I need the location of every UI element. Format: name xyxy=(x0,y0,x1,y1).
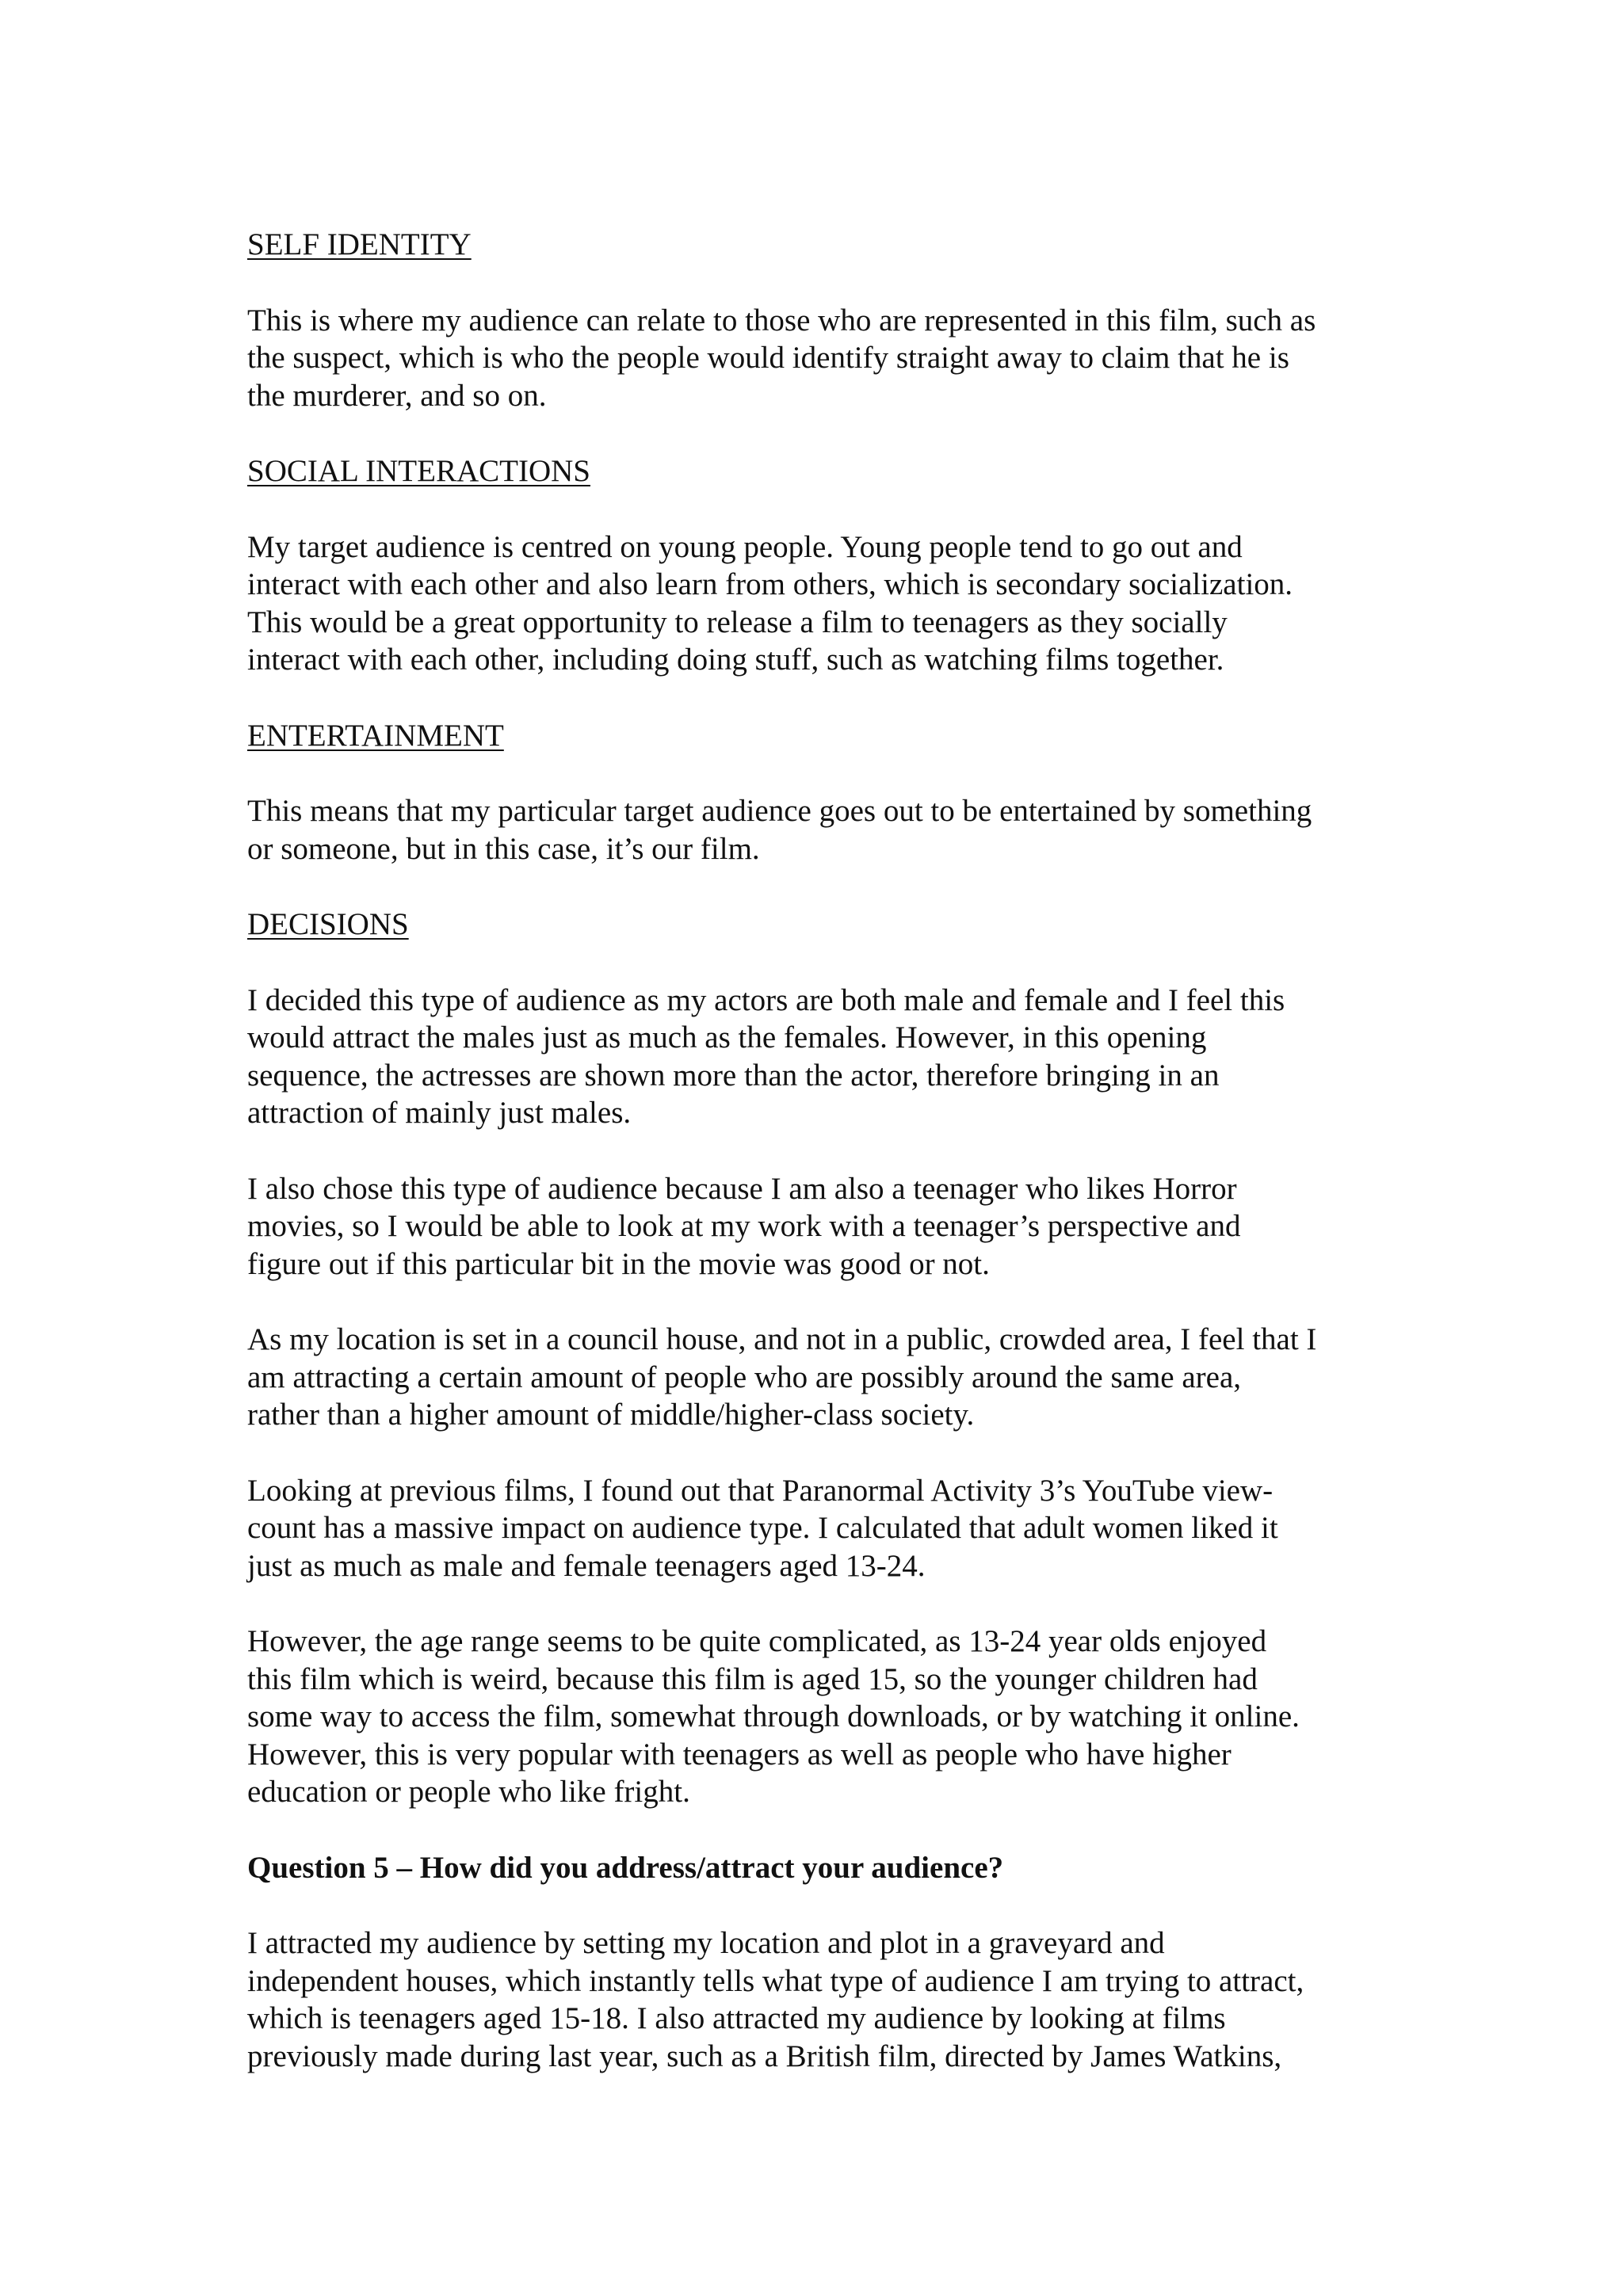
paragraph-social-interactions xyxy=(247,528,1404,679)
section-social-interactions xyxy=(247,452,1404,490)
text-line: or someone, but in this case, it’s our film. xyxy=(247,831,760,866)
paragraph-decisions-2 xyxy=(247,1170,1404,1283)
paragraph-decisions-1 xyxy=(247,982,1404,1132)
heading-self-identity: SELF IDENTITY xyxy=(247,227,472,261)
text-line: This would be a great opportunity to release a film to teenagers as they socially xyxy=(247,605,1228,639)
text-line: I attracted my audience by setting my location and plot in a graveyard and xyxy=(247,1926,1165,1960)
paragraph-decisions-5 xyxy=(247,1623,1404,1811)
text-line: movies, so I would be able to look at my work with a teenager’s perspective and xyxy=(247,1209,1241,1243)
text-line: sequence, the actresses are shown more than the actor, therefore bringing in an xyxy=(247,1058,1220,1093)
text-line: However, the age range seems to be quite complicated, as 13-24 year olds enjoyed xyxy=(247,1624,1267,1658)
text-line: interact with each other, including doing stuff, such as watching films together. xyxy=(247,643,1224,677)
text-line: the murderer, and so on. xyxy=(247,378,547,413)
paragraph-entertainment xyxy=(247,792,1404,868)
text-line: education or people who like fright. xyxy=(247,1775,690,1809)
section-decisions xyxy=(247,906,1404,944)
question-5-heading: Question 5 – How did you address/attract your audience? xyxy=(247,1850,1004,1885)
section-question-5 xyxy=(247,1849,1404,1887)
paragraph-decisions-4 xyxy=(247,1472,1404,1585)
section-self-identity xyxy=(247,226,1404,264)
text-line: Looking at previous films, I found out that Paranormal Activity 3’s YouTube view- xyxy=(247,1473,1274,1508)
document-body xyxy=(247,226,1404,2113)
text-line: some way to access the film, somewhat through downloads, or by watching it online. xyxy=(247,1699,1300,1733)
text-line: However, this is very popular with teenagers as well as people who have higher xyxy=(247,1737,1232,1772)
text-line: As my location is set in a council house, and not in a public, crowded area, I feel that I xyxy=(247,1322,1317,1356)
text-line: just as much as male and female teenagers aged 13-24. xyxy=(247,1548,926,1583)
text-line: figure out if this particular bit in the movie was good or not. xyxy=(247,1246,990,1281)
text-line: which is teenagers aged 15-18. I also attracted my audience by looking at films xyxy=(247,2001,1226,2035)
text-line: My target audience is centred on young people. Young people tend to go out and xyxy=(247,529,1243,564)
text-line: This means that my particular target audience goes out to be entertained by something xyxy=(247,794,1312,828)
paragraph-self-identity xyxy=(247,302,1404,415)
paragraph-question-5 xyxy=(247,1924,1404,2075)
text-line: I also chose this type of audience because I am also a teenager who likes Horror xyxy=(247,1171,1237,1206)
text-line: count has a massive impact on audience type. I calculated that adult women liked it xyxy=(247,1511,1278,1545)
text-line: would attract the males just as much as the females. However, in this opening xyxy=(247,1020,1207,1055)
text-line: this film which is weird, because this film is aged 15, so the younger children had xyxy=(247,1661,1258,1696)
text-line: This is where my audience can relate to those who are represented in this film, such as xyxy=(247,303,1316,338)
text-line: attraction of mainly just males. xyxy=(247,1096,632,1130)
heading-decisions: DECISIONS xyxy=(247,907,409,941)
section-entertainment xyxy=(247,717,1404,755)
text-line: interact with each other and also learn from others, which is secondary socialization. xyxy=(247,567,1293,601)
text-line: rather than a higher amount of middle/higher-class society. xyxy=(247,1398,975,1432)
text-line: I decided this type of audience as my actors are both male and female and I feel this xyxy=(247,982,1285,1017)
paragraph-decisions-3 xyxy=(247,1321,1404,1434)
heading-entertainment: ENTERTAINMENT xyxy=(247,718,504,753)
text-line: am attracting a certain amount of people who are possibly around the same area, xyxy=(247,1360,1242,1394)
text-line: previously made during last year, such as a British film, directed by James Watkins, xyxy=(247,2039,1282,2073)
text-line: the suspect, which is who the people would identify straight away to claim that he is xyxy=(247,341,1289,375)
text-line: independent houses, which instantly tells what type of audience I am trying to attract, xyxy=(247,1963,1304,1998)
heading-social-interactions: SOCIAL INTERACTIONS xyxy=(247,454,590,488)
